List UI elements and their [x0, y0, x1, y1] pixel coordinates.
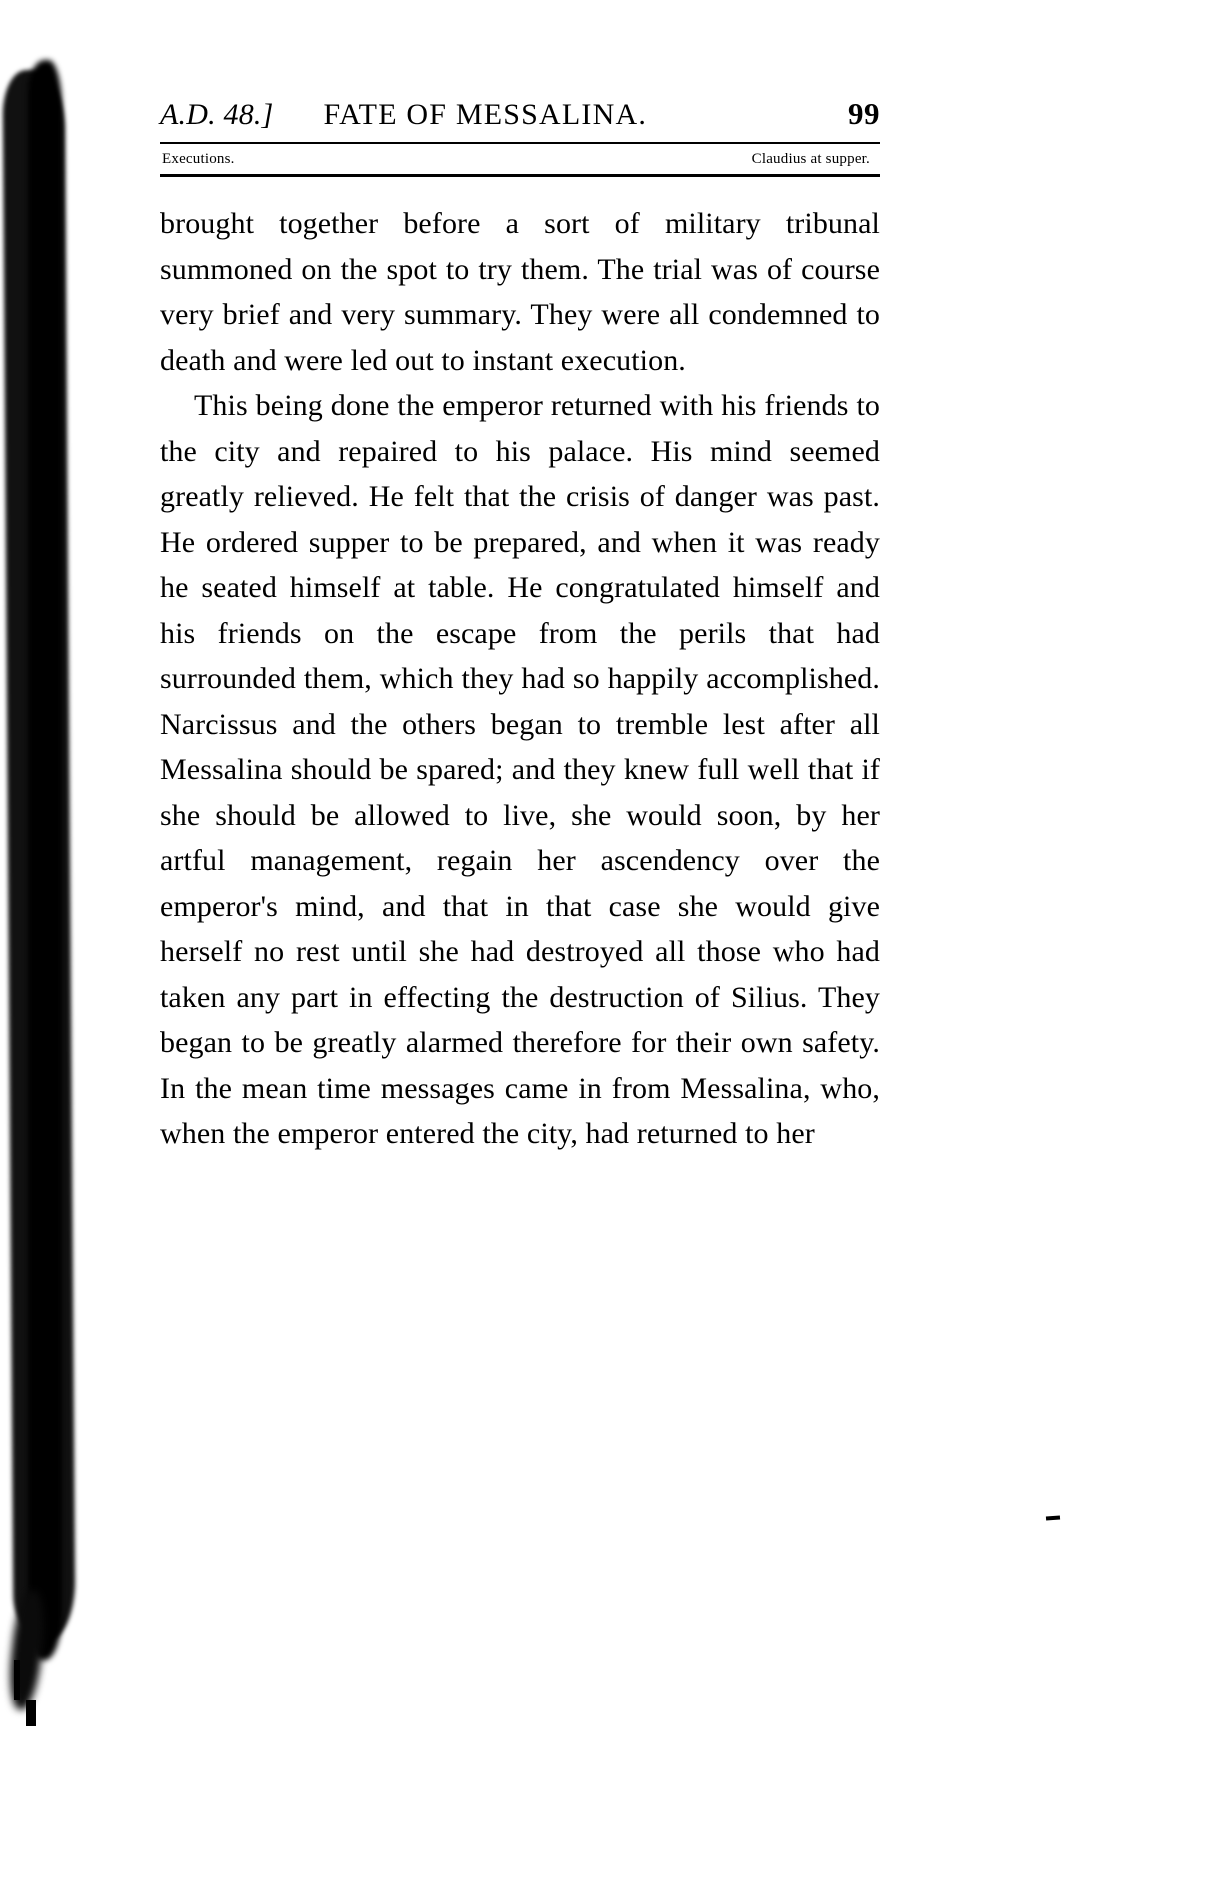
page-title: FATE OF MESSALINA.	[323, 98, 648, 131]
body-text	[160, 201, 880, 1157]
book-page	[160, 96, 880, 1157]
running-head	[160, 96, 880, 132]
gutter-shadow-core	[28, 60, 62, 1660]
paragraph-1: brought together before a sort of military tribunal summoned on the spot to try them. The trial was of course very brief and very summary. They were all condemned to death and were led out to instant execution.	[160, 207, 880, 377]
gutter-shadow-tail	[6, 1589, 48, 1711]
running-head-date	[160, 98, 273, 132]
stray-ink-mark	[1046, 1516, 1060, 1521]
side-head-left: Executions.	[162, 151, 235, 167]
scan-gutter-shadow	[0, 0, 120, 1879]
edge-speck-one	[26, 1700, 36, 1726]
edge-speck-two	[14, 1660, 20, 1700]
running-head-date-text: A.D. 48.]	[160, 98, 274, 131]
paragraph-2: This being done the emperor returned with his friends to the city and repaired to his palace. His mind seemed greatly relieved. He felt that the crisis of danger was past. He ordered supper to be prepared, and when it was ready he seated himself at table. He congratulated himself and his friends on the escape from the perils that had surrounded them, which they had so happily accomplished. Narcissus and the others began to tremble lest after all Messalina should be spared; and they knew full well that if she should be allowed to live, she would soon, by her artful management, regain her ascendency over the emperor's mind, and that in that case she would give herself no rest until she had destroyed all those who had taken any part in effecting the destruction of Silius. They began to be greatly alarmed therefore for their own safety. In the mean time messages came in from Messalina, who, when the emperor entered the city, had returned to her	[160, 389, 880, 1150]
side-heads	[160, 144, 880, 174]
gutter-shadow-primary	[3, 70, 76, 1640]
header-rule-bottom	[160, 174, 880, 177]
side-head-right: Claudius at supper.	[751, 151, 870, 167]
page-number: 99	[848, 96, 880, 131]
